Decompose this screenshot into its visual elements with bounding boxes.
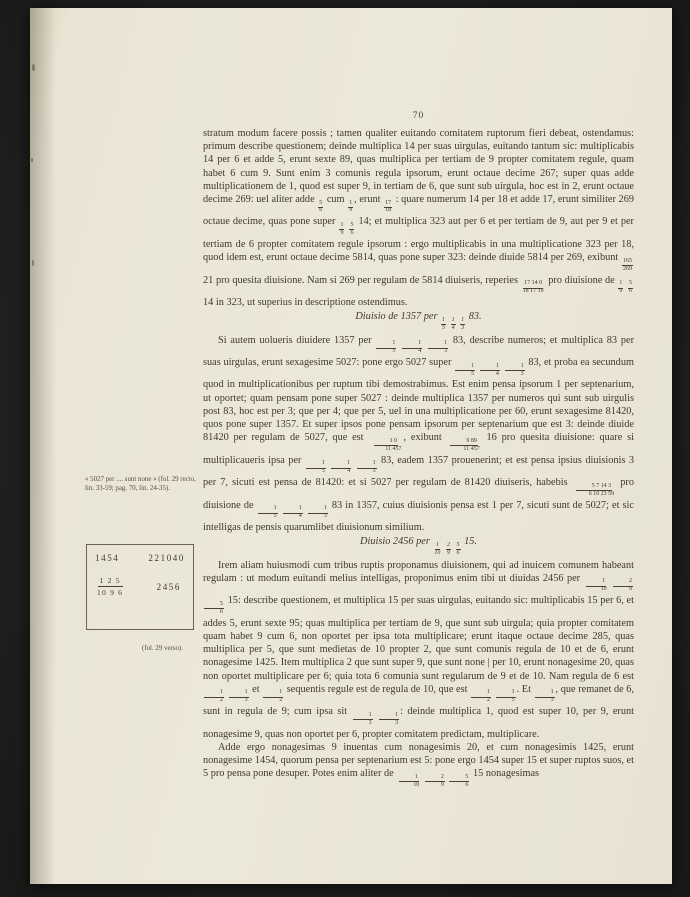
figure-fraction-numerators: 1 2 5 bbox=[99, 576, 121, 585]
page-edge-speck bbox=[32, 260, 34, 266]
gutter-shadow bbox=[30, 8, 56, 884]
paragraph-adde-ergo: Adde ergo nonagesimas 9 inuentas cum nonagesimis 20, et cum nonagesimis 1425, erunt nonagesime 1454, quorum pensa per septenarium est 5: pone ergo 1454 super 15 et super ruptos suos, et 5 pro pensa pone desuper. Potes enim aliter de $\frac{1}{10}$ $\frac{2}{9}$ $\frac{5}{6}$ 15 nonagesimas bbox=[203, 741, 634, 788]
margin-annotation: « 5027 per .... sunt none » (fol. 29 recto, lin. 33-59; pag. 70, lin. 24-35). bbox=[85, 476, 196, 492]
page-number: 70 bbox=[412, 111, 425, 121]
figure-value-top-left: 1454 bbox=[95, 553, 120, 563]
heading-diuisio-1357: Diuisio de 1357 per $\frac{1}{5}$ $\frac{1}{4}$ $\frac{1}{3}$ 83. bbox=[355, 311, 482, 331]
paragraph-continuation: stratum modum facere possis ; tamen qualiter euitando comitatem ruptorum fieri debeat, ostendamus: primum describe questionem; deinde multiplica 14 per suas uirgulas, euitando tantum sic: multiplicabis 14 per 6 et adde 5, erunt sexte 89, quas multiplica per tertiam de 9 propter comitatem regule, quam habet 6 cum 9. Sunt enim 3 comunis regula ipsorum, erunt octaue decime 267; super quas adde multiplicationem de 1, quod est super 9, in tertiam de 6, que sunt sub uirgula, hoc est in 2, erunt octaue decime 269: uel aliter adde $\frac{5}{6}$ cum $\frac{1}{9}$ , erunt $\frac{17}{18}$ : quare numerum 14 per 18 et adde 17, erunt similiter 269 octaue decime, quas pone super $\frac{1}{9}$ $\frac{5}{6}$ 14; et multiplica 323 aut per 6 et per tertiam de 9, aut per 9 et per tertiam de 6 propter comitatem regule ipsorum : ergo multiplicabis in una multiplicatione 323 per 18, quod idem est, erunt octaue decime 5814, quas pone super 323: deinde diuide 5814 per 269, exibunt $\frac{165}{269}$ 21 pro quesita diuisione. Nam si 269 per regulam de 5814 diuiseris, reperies $\frac{17 14 0}{18 17 19}$ pro diuisione de $\frac{1}{9}$ $\frac{5}{6}$ 14 in 323, ut superius in descriptione ostendimus. bbox=[203, 128, 634, 308]
paragraph-diuisio-1357: Si autem uolueris diuidere 1357 per $\frac{1}{5}$ $\frac{1}{4}$ $\frac{1}{3}$ 83, describe numeros; et multiplica 83 per suas uirgulas, erunt sexagesime 5027: pone ergo 5027 super $\frac{1}{5}$ $\frac{1}{4}$ $\frac{1}{3}$ 83, et proba ea secundum quod in multiplicationibus per ruptum tibi demostrabimus. Est enim pensa ipsorum 1 per septenarium, ut oportet; quam pensam pone super 5027 : deinde multiplica 1357 per numeros qui sunt sub uirgulis post 83, hoc est per 3; que per 4; que per 5, uel in una multiplicatione per 60, erunt sexagesime 81420, quos pone super 1357. Et super ipsos pone pensam ipsorum per septenarium que est 3: deinde diuide 81420 per regulam de 5027, que est $\frac{1 0}{11 457}$ , exibunt $\frac{9 89}{11 457}$ 16 pro quesita diuisione: quare si multiplicaueris ipsa per $\frac{1}{5}$ $\frac{1}{4}$ $\frac{1}{3}$ 83, eadem 1357 prouenerint; et est pensa ipsius diuisionis 3 per 7, sicuti est pensa de 81420: et si 5027 per regulam de 81420 diuiseris, habebis $\frac{5 7 14 3}{6 10 23 59}$ pro diuisione de $\frac{1}{5}$ $\frac{1}{4}$ $\frac{1}{3}$ 83 in 1357, cuius diuisionis pensa est 1 per 7, sicuti sunt de 5027; et sic intelligas de pensis quarumlibet diuisionum similium. bbox=[203, 334, 635, 534]
book-page bbox=[30, 8, 672, 884]
main-text-column bbox=[203, 127, 634, 790]
paragraph-diuisio-2456: Irem aliam huiusmodi cum tribus ruptis proponamus diuisionem, qui ad inuicem comunem habeant regulam : ut modum euitandi melius intelligas, proponimus enim tibi ut diuidas 2456 per $\frac{1}{10}$ $\frac{2}{9}$ $\frac{5}{6}$ 15: describe questionem, et multiplica 15 per suas uirgulas, euitando sic: multiplicabis 15 per 6, et addes 5, erunt sexte 95; quas multiplica per tertiam de 9, que sunt sub uirgula; quia propter comitatem quam habet 9 cum 6, non oportet per ipsa tota multiplicare; erunt itaque octaue decime 285, quas multiplica per 5, que sunt medietas de 10 propter 2, que sunt comunis regula de 10 et de 6, erunt nonagesime 1425. Item multiplica 2 que sunt super 9, que sunt none | per 10, erunt nonagesime 20, quas non oportet multiplicare per 6; quia tota 6 comunia sunt regularum de 9 et de 10. Nam regula de 6 est $\frac{1}{2}$ $\frac{1}{3}$ et $\frac{1}{2}$ sequentis regule est de regula de 10, que est $\frac{1}{2}$ $\frac{1}{5}$ . Et $\frac{1}{3}$ , que remanet de 6, sunt in regula de 9; cum ipsa sit $\frac{1}{3}$ $\frac{1}{3}$ : deinde multiplica 1, quod est super 10, per 9, erunt nonagesime 9, quas non oportet per 6, propter comitatem predictam, multiplicare. bbox=[203, 559, 634, 740]
figure-bottom-row bbox=[95, 576, 185, 597]
page-edge-speck bbox=[31, 158, 33, 162]
folio-reference: (fol. 29 verso). bbox=[142, 645, 183, 652]
figure-value-bottom-right: 2456 bbox=[156, 581, 181, 592]
figure-value-top-right: 221040 bbox=[148, 553, 185, 563]
division-figure bbox=[86, 544, 194, 630]
heading-diuisio-2456: Diuisio 2456 per $\frac{1}{10}$ $\frac{2}{9}$ $\frac{5}{6}$ 15. bbox=[360, 536, 477, 556]
figure-composite-fraction bbox=[95, 576, 125, 597]
figure-top-row bbox=[95, 553, 185, 563]
figure-fraction-denominators: 10 9 6 bbox=[97, 588, 124, 597]
page-edge-speck bbox=[32, 64, 35, 71]
